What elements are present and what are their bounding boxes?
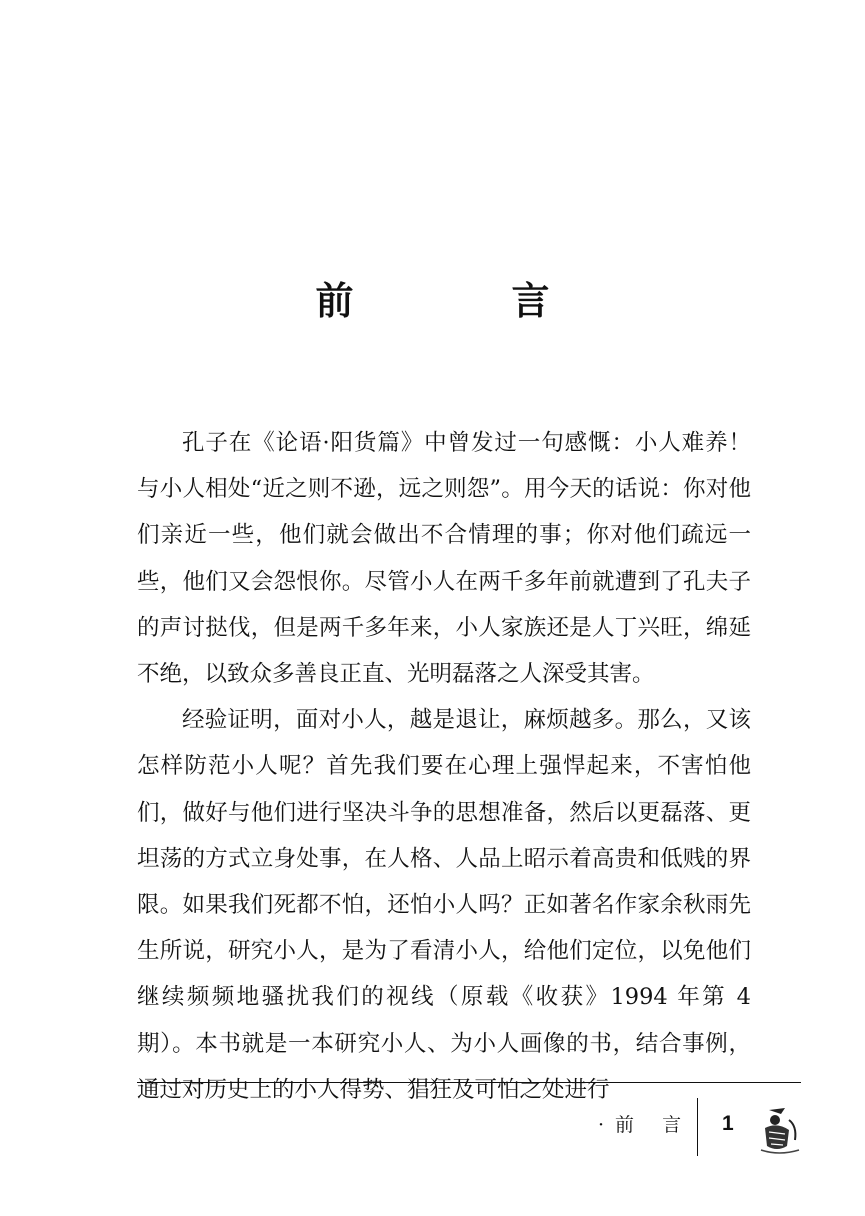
- paragraph-1: 孔子在《论语·阳货篇》中曾发过一句感慨：小人难养！与小人相处“近之则不逊，远之则怨”。用今天的话说：你对他们亲近一些，他们就会做出不合情理的事；你对他们疏远一些，他们又会怨恨你。尽管小人在两千多年前就遭到了孔夫子的声讨挞伐，但是两千多年来，小人家族还是人丁兴旺，绵延不绝，以致众多善良正直、光明磊落之人深受其害。: [137, 430, 751, 688]
- body-text: [137, 420, 751, 1113]
- ink-figure-ornament-icon: [755, 1100, 803, 1158]
- page-number: 1: [722, 1112, 734, 1135]
- page-title: 前 言: [315, 278, 610, 323]
- running-head: ·前 言: [598, 1114, 693, 1136]
- paragraph-2: 经验证明，面对小人，越是退让，麻烦越多。那么，又该怎样防范小人呢？首先我们要在心理上强悍起来，不害怕他们，做好与他们进行坚决斗争的思想准备，然后以更磊落、更坦荡的方式立身处事，在人格、人品上昭示着高贵和低贱的界限。如果我们死都不怕，还怕小人吗？正如著名作家余秋雨先生所说，研究小人，是为了看清小人，给他们定位，以免他们继续频频地骚扰我们的视线（原载《收获》1994 年第 4 期）。本书就是一本研究小人、为小人画像的书，结合事例，通过对历史上的小人得势、猖狂及可怕之处进行: [137, 707, 751, 1103]
- footer-rule: [137, 1082, 801, 1083]
- footer-divider: [697, 1098, 698, 1156]
